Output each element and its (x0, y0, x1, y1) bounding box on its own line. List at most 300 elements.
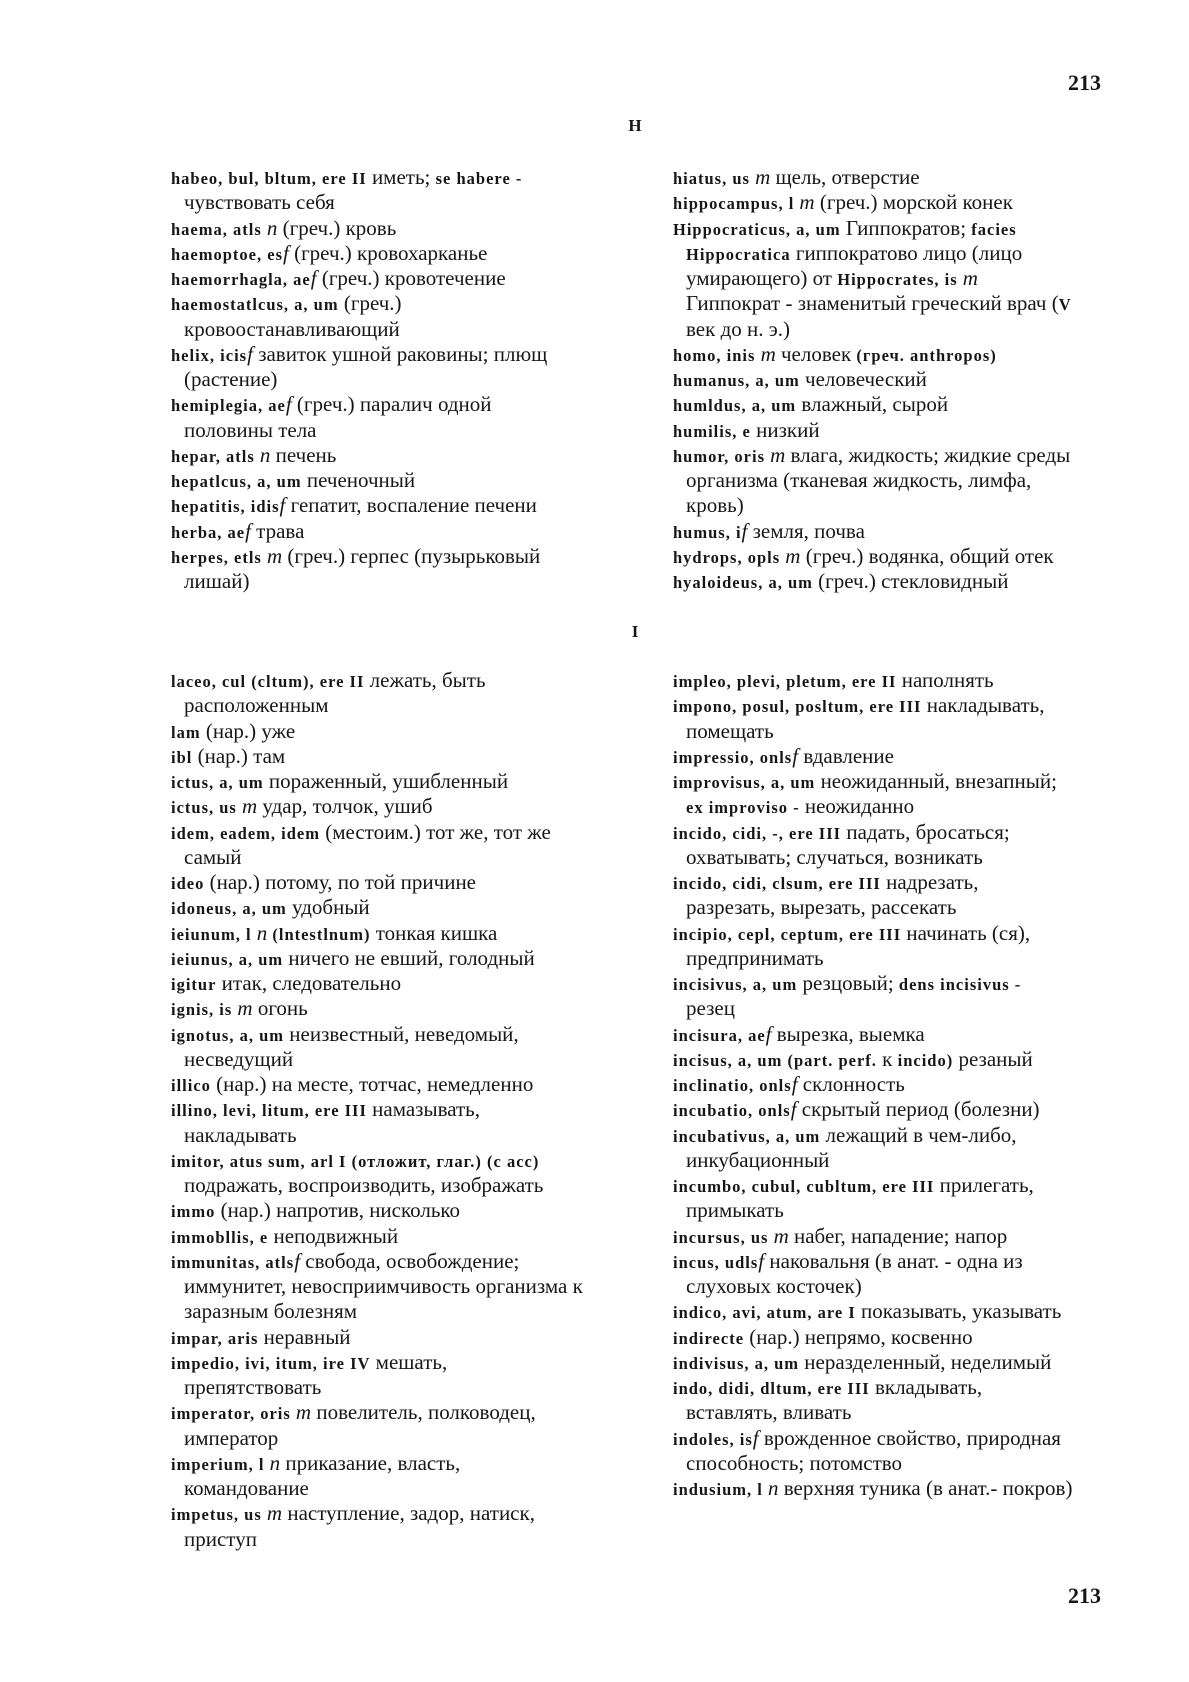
dictionary-entry (171, 291, 621, 342)
entry-line (673, 996, 1123, 1021)
russian-gloss: командование (184, 1476, 309, 1500)
latin-term: impar, aris (171, 1328, 259, 1348)
dictionary-entry (171, 165, 621, 216)
russian-gloss: наполнять (896, 668, 994, 692)
latin-term: incido, cidi, clsum, ere III (673, 874, 881, 893)
dictionary-entry (171, 794, 621, 819)
russian-gloss: пораженный, ушибленный (263, 769, 509, 793)
russian-gloss: век до н. э.) (686, 316, 790, 341)
entry-line (673, 241, 1123, 266)
russian-gloss: мешать, (370, 1349, 448, 1374)
russian-gloss: приступ (184, 1526, 257, 1551)
russian-gloss: накладывать, (921, 693, 1045, 718)
dictionary-entry (171, 1072, 621, 1097)
gender-marker: m (773, 1223, 789, 1248)
gender-marker: m (237, 996, 253, 1021)
section-letter-h: H (628, 116, 643, 135)
entries-column-left (171, 165, 621, 594)
entry-line (673, 744, 1123, 769)
dictionary-entry (673, 367, 1123, 392)
russian-gloss: (нар.) там (192, 743, 286, 768)
russian-gloss: свобода, освобождение; (300, 1248, 520, 1273)
latin-term: incubatio, onls (673, 1101, 791, 1121)
entry-line (171, 769, 621, 794)
gender-marker: f (790, 1097, 797, 1122)
russian-gloss: трава (250, 518, 305, 543)
entry-line (673, 946, 1123, 971)
latin-term: Hippocrates, is (837, 270, 963, 289)
gender-marker: m (760, 341, 776, 366)
dictionary-entry (171, 1400, 621, 1451)
gender-marker: m (755, 165, 771, 189)
entry-line (171, 1249, 621, 1274)
latin-term: (lntestlnum) (267, 924, 371, 944)
russian-gloss: гепатит, воспаление печени (285, 493, 537, 518)
russian-gloss: инкубационный (686, 1147, 830, 1172)
dictionary-entry (673, 190, 1123, 215)
latin-term: ictus, us (171, 798, 242, 818)
russian-gloss: расположенным (184, 693, 329, 718)
latin-term: habeo, bul, bltum, ere II (171, 169, 367, 188)
latin-term: incubativus, a, um (673, 1126, 821, 1146)
dictionary-entry (673, 1299, 1123, 1324)
russian-gloss: прилегать, (934, 1173, 1034, 1197)
gender-marker: m (785, 543, 801, 568)
dictionary-entry (673, 870, 1123, 921)
latin-term: herpes, etls (171, 547, 267, 567)
russian-gloss: помещать (686, 718, 774, 743)
gender-marker: m (799, 190, 815, 215)
russian-gloss: предпринимать (686, 945, 824, 970)
latin-term: igitur (171, 975, 217, 994)
dictionary-entry (673, 165, 1123, 190)
entry-line (673, 845, 1123, 870)
dictionary-entry (673, 1072, 1123, 1097)
russian-gloss: гиппократово лицо (лицо (790, 240, 1023, 265)
latin-term: laceo, cul (cltum), ere II (171, 672, 365, 691)
latin-term: herba, ae (171, 522, 246, 542)
russian-gloss: наковальня (в анат. - одна из (764, 1248, 1023, 1273)
russian-gloss: (греч.) паралич одной (291, 392, 492, 417)
dictionary-entry (673, 971, 1123, 1022)
entry-line (171, 468, 621, 493)
russian-gloss: человеческий (799, 367, 927, 391)
latin-term: humldus, a, um (673, 396, 797, 416)
russian-gloss: (греч.) водянка, общий отек (800, 543, 1054, 568)
latin-term: indusium, l (673, 1480, 768, 1499)
entry-line (171, 794, 621, 819)
dictionary-entry (171, 971, 621, 996)
entry-line (171, 1501, 621, 1526)
russian-gloss: вырезка, выемка (771, 1021, 925, 1046)
entry-line (171, 1400, 621, 1425)
russian-gloss: (греч.) морской конек (814, 190, 1013, 215)
entry-line (171, 190, 621, 215)
russian-gloss: (греч.) стекловидный (812, 569, 1009, 593)
entry-line (171, 870, 621, 895)
dictionary-entry (171, 1451, 621, 1502)
russian-gloss: подражать, воспроизводить, изображать (184, 1173, 544, 1197)
dictionary-entry (171, 820, 621, 871)
dictionary-entry (171, 392, 621, 443)
entry-line (171, 569, 621, 594)
entry-line (171, 1426, 621, 1451)
russian-gloss: (греч.) (338, 291, 402, 316)
latin-term: Hippocraticus, a, um (673, 219, 841, 239)
gender-marker: m (266, 1501, 283, 1526)
dictionary-entry (673, 1325, 1123, 1350)
russian-gloss: Гиппократ - знаменитый греческий врач ( (686, 291, 1059, 316)
gender-marker: f (247, 341, 253, 366)
entry-line (673, 342, 1123, 367)
russian-gloss: надрезать, (880, 870, 979, 894)
russian-gloss: умирающего) от (686, 266, 838, 290)
entry-line (673, 693, 1123, 718)
dictionary-entry (673, 820, 1123, 871)
entry-line (171, 1148, 621, 1173)
entry-line (673, 1123, 1123, 1148)
entry-line (673, 493, 1123, 518)
latin-term: ieiunus, a, um (171, 949, 284, 969)
russian-gloss: намазывать, (366, 1097, 481, 1122)
russian-gloss: к (876, 1046, 898, 1071)
entry-line (673, 1325, 1123, 1350)
dictionary-entry (171, 870, 621, 895)
latin-term: hydrops, opls (673, 547, 786, 567)
dictionary-entry (171, 744, 621, 769)
russian-gloss: неожиданно (799, 794, 915, 819)
russian-gloss: заразным болезням (184, 1299, 358, 1324)
dictionary-entry (171, 1249, 621, 1325)
latin-term: indivisus, a, um (673, 1353, 800, 1373)
dictionary-entry (673, 1350, 1123, 1375)
dictionary-entry (673, 342, 1123, 367)
entries-column-right (673, 165, 1123, 594)
entry-line (171, 1097, 621, 1122)
entry-line (171, 342, 621, 367)
dictionary-entry (171, 996, 621, 1021)
dictionary-entry (673, 921, 1123, 972)
dictionary-entry (171, 544, 621, 595)
russian-gloss: печеночный (301, 468, 416, 492)
gender-marker: m (295, 1400, 312, 1425)
latin-term: Hippocratica (686, 244, 791, 264)
entry-line (171, 719, 621, 744)
gender-marker: n (256, 920, 268, 945)
entry-line (673, 190, 1123, 215)
entry-line (171, 1123, 621, 1148)
russian-gloss: повелитель, полководец, (311, 1400, 536, 1425)
dictionary-entry (171, 1350, 621, 1401)
entry-line (171, 1224, 621, 1249)
entry-line (171, 1527, 621, 1552)
latin-term: immobllis, e (171, 1227, 269, 1247)
entry-line (171, 317, 621, 342)
latin-term: indoles, is (673, 1429, 753, 1449)
dictionary-entry (171, 493, 621, 518)
entry-line (171, 1072, 621, 1097)
latin-term: incido, cidi, -, ere III (673, 823, 842, 843)
entry-line (673, 1350, 1123, 1375)
dictionary-entry (673, 1097, 1123, 1122)
latin-term: imitor, atus sum, arl I (отложит, глаг.) (с acc) (171, 1151, 540, 1171)
entry-line (673, 971, 1123, 996)
dictionary-entry (171, 266, 621, 291)
russian-gloss: кровоостанавливающий (184, 316, 400, 341)
latin-term: impetus, us (171, 1505, 267, 1525)
russian-gloss: кровь) (686, 493, 744, 518)
dictionary-entry (673, 769, 1123, 820)
gender-marker: m (266, 543, 283, 568)
entry-line (673, 794, 1123, 819)
russian-gloss: неразделенный, неделимый (799, 1349, 1052, 1374)
dictionary-entry (171, 921, 621, 946)
gender-marker: m (962, 266, 978, 290)
gender-marker: n (266, 215, 278, 240)
latin-term: ignis, is (171, 1000, 238, 1020)
russian-gloss: Гиппократов; (840, 215, 972, 240)
russian-gloss: склонность (797, 1072, 905, 1096)
latin-term: illico (171, 1076, 211, 1095)
entry-line (673, 544, 1123, 569)
russian-gloss: вдавление (798, 743, 894, 768)
dictionary-entry (673, 668, 1123, 693)
entry-line (673, 1198, 1123, 1223)
dictionary-entry (673, 744, 1123, 769)
entry-line (673, 769, 1123, 794)
russian-gloss: щель, отверстие (770, 165, 920, 189)
russian-gloss: (растение) (184, 367, 278, 391)
russian-gloss: начинать (ся), (901, 920, 1031, 945)
russian-gloss: (нар.) напротив, нисколько (215, 1198, 461, 1223)
gender-marker: f (279, 493, 286, 518)
gender-marker: m (770, 442, 786, 467)
gender-marker: n (768, 1476, 779, 1500)
russian-gloss: завиток ушной раковины; плющ (252, 341, 548, 366)
dictionary-entry (673, 1022, 1123, 1047)
gender-marker: f (792, 743, 799, 768)
russian-gloss: половины тела (184, 417, 317, 442)
russian-gloss: итак, следовательно (216, 971, 402, 995)
entry-line (673, 870, 1123, 895)
entry-line (673, 1022, 1123, 1047)
russian-gloss: неравный (258, 1324, 351, 1349)
dictionary-entry (171, 668, 621, 719)
dictionary-entry (171, 519, 621, 544)
latin-term: impressio, onls (673, 747, 793, 767)
dictionary-entry (673, 418, 1123, 443)
latin-term: incido) (897, 1050, 954, 1070)
entry-line (673, 443, 1123, 468)
entry-line (673, 719, 1123, 744)
russian-gloss: низкий (750, 417, 820, 442)
latin-term: incisus, a, um (part. perf. (673, 1050, 877, 1070)
dictionary-entry (171, 1148, 621, 1199)
dictionary-entry (171, 1097, 621, 1148)
russian-gloss: резец (686, 996, 735, 1021)
entry-line (171, 418, 621, 443)
entry-line (171, 1274, 621, 1299)
gender-marker: n (259, 442, 271, 467)
entry-line (673, 291, 1123, 316)
russian-gloss: тонкая кишка (370, 920, 498, 945)
latin-term: helix, icis (171, 345, 248, 365)
entries-column-left (171, 668, 621, 1552)
entry-line (673, 392, 1123, 417)
dictionary-entry (673, 443, 1123, 519)
latin-term: illino, levi, litum, ere III (171, 1101, 367, 1121)
dictionary-entry (673, 392, 1123, 417)
latin-term: haema, atls (171, 219, 267, 239)
russian-gloss: несведущий (184, 1046, 294, 1071)
gender-marker: f (741, 518, 748, 543)
dictionary-entry (673, 693, 1123, 744)
entry-line (171, 1047, 621, 1072)
russian-gloss: показывать, указывать (855, 1299, 1062, 1324)
latin-term: ieiunum, l (171, 924, 257, 944)
dictionary-entry (171, 895, 621, 920)
dictionary-entry (171, 216, 621, 241)
entry-line (171, 820, 621, 845)
russian-gloss: способность; потомство (686, 1450, 903, 1475)
entry-line (673, 921, 1123, 946)
entry-line (171, 291, 621, 316)
latin-term: facies (971, 219, 1017, 239)
russian-gloss: ничего не евший, голодный (283, 945, 535, 970)
latin-term: lam (171, 722, 201, 742)
dictionary-entry (171, 769, 621, 794)
entry-line (171, 241, 621, 266)
latin-term: hiatus, us (673, 169, 756, 188)
russian-gloss: скрытый период (болезни) (796, 1097, 1040, 1122)
entry-line (171, 367, 621, 392)
russian-gloss: вкладывать, (869, 1375, 983, 1399)
entries-column-right (673, 668, 1123, 1501)
dictionary-entry (673, 1249, 1123, 1300)
entry-line (673, 895, 1123, 920)
russian-gloss: чувствовать себя (184, 190, 335, 215)
russian-gloss: влага, жидкость; жидкие среды (785, 442, 1071, 467)
gender-marker: n (269, 1450, 281, 1475)
entry-line (171, 971, 621, 996)
russian-gloss: врожденное свойство, природная (758, 1425, 1061, 1450)
russian-gloss: (нар.) на месте, тотчас, немедленно (210, 1072, 534, 1096)
russian-gloss: накладывать (184, 1122, 297, 1147)
entry-line (673, 1097, 1123, 1122)
dictionary-entry (171, 1501, 621, 1552)
latin-term: incipio, cepl, ceptum, ere III (673, 924, 902, 944)
latin-term: indo, didi, dltum, ere III (673, 1379, 870, 1398)
entry-line (673, 1274, 1123, 1299)
latin-term: idoneus, a, um (171, 899, 287, 919)
russian-gloss: примыкать (686, 1198, 784, 1223)
entry-line (171, 1325, 621, 1350)
dictionary-entry (673, 216, 1123, 342)
russian-gloss: удар, толчок, ушиб (257, 794, 433, 819)
latin-term: hepar, atls (171, 446, 260, 466)
dictionary-entry (673, 1476, 1123, 1501)
russian-gloss: человек (775, 341, 857, 366)
entry-line (171, 1299, 621, 1324)
dictionary-entry (171, 1022, 621, 1073)
entry-line (171, 266, 621, 291)
russian-gloss: (греч.) герпес (пузырьковый (282, 543, 541, 568)
russian-gloss: самый (184, 844, 242, 869)
latin-term: hemiplegia, ae (171, 396, 286, 416)
gender-marker: f (282, 240, 289, 265)
russian-gloss: земля, почва (747, 518, 865, 543)
entry-line (171, 1375, 621, 1400)
gender-marker: m (241, 794, 258, 819)
latin-term: ibl (171, 747, 193, 767)
latin-term: ictus, a, um (171, 773, 264, 792)
russian-gloss: (греч.) кровотечение (316, 266, 506, 290)
dictionary-entry (171, 719, 621, 744)
entry-line (673, 519, 1123, 544)
gender-marker: f (765, 1021, 772, 1046)
entry-line (673, 569, 1123, 594)
entry-line (171, 1451, 621, 1476)
gender-marker: f (294, 1248, 301, 1273)
entry-line (171, 845, 621, 870)
latin-term: improvisus, a, um (673, 773, 816, 792)
latin-term: idem, eadem, idem (171, 823, 320, 843)
entry-line (171, 544, 621, 569)
section-letter-i: I (631, 622, 640, 641)
entry-line (171, 946, 621, 971)
dictionary-entry (673, 544, 1123, 569)
latin-term: immo (171, 1202, 216, 1222)
latin-term: humilis, e (673, 421, 751, 441)
russian-gloss: охватывать; случаться, возникать (686, 844, 983, 869)
russian-gloss: наступление, задор, натиск, (282, 1501, 535, 1526)
latin-term: incus, udls (673, 1252, 759, 1272)
russian-gloss: иметь; (366, 165, 436, 189)
latin-term: homo, inis (673, 345, 761, 365)
russian-gloss: набег, нападение; напор (788, 1223, 1008, 1248)
latin-term: hepatitis, idis (171, 497, 280, 517)
russian-gloss: лишай) (184, 569, 250, 593)
latin-term: impono, posul, posltum, ere III (673, 697, 922, 717)
entry-line (171, 895, 621, 920)
entry-line (171, 1198, 621, 1223)
gender-marker: f (752, 1425, 759, 1450)
entry-line (673, 468, 1123, 493)
latin-term: incisura, ae (673, 1025, 766, 1045)
entry-line (171, 693, 621, 718)
entry-line (673, 1047, 1123, 1072)
russian-gloss: резцовый; (797, 971, 899, 995)
latin-term: indirecte (673, 1328, 745, 1348)
entry-line (673, 1148, 1123, 1173)
entry-line (171, 996, 621, 1021)
entry-line (171, 216, 621, 241)
entry-line (171, 668, 621, 693)
latin-term: inclinatio, onls (673, 1076, 792, 1095)
page-number-top: 213 (1068, 70, 1101, 95)
entry-line (673, 1375, 1123, 1400)
russian-gloss: падать, бросаться; (841, 819, 1010, 844)
dictionary-entry (171, 1224, 621, 1249)
russian-gloss: император (184, 1425, 279, 1450)
dictionary-entry (673, 1123, 1123, 1174)
entry-line (673, 418, 1123, 443)
latin-term: ex improviso - (686, 798, 800, 818)
gender-marker: f (285, 392, 292, 417)
entry-line (673, 165, 1123, 190)
entry-line (171, 921, 621, 946)
latin-term: haemostatlcus, a, um (171, 295, 339, 315)
